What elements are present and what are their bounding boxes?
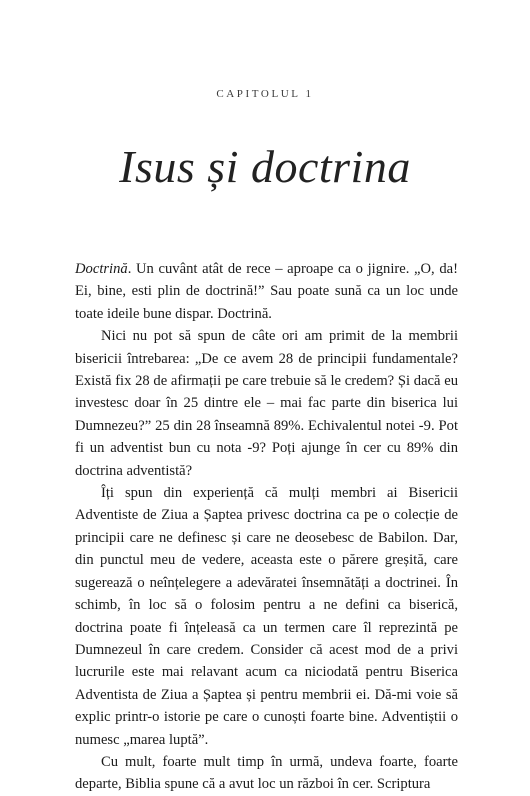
paragraph-1-text: . Un cuvânt atât de rece – aproape ca o jignire. „O, da! Ei, bine, esti plin de doctrină!” Sau poate sună ca un loc unde toate ideile bune dispar. Doctrină. — [75, 261, 458, 322]
paragraph-4: Cu mult, foarte mult timp în urmă, undeva foarte, foarte departe, Biblia spune că a avut loc un război în cer. Scriptura — [75, 753, 458, 793]
chapter-body — [75, 258, 458, 796]
chapter-label: CAPITOLUL 1 — [216, 88, 314, 100]
paragraph-3: Îți spun din experiență că mulți membri ai Bisericii Adventiste de Ziua a Șaptea privesc doctrina ca pe o colecție de principii care ne definesc și care ne deosebesc de Babilon. Dar, din punctul meu de vedere, aceasta este o părere greșită, care sugerează o neînțelegere a adevăratei însemnătăți a doctrinei. În schimb, în loc să o folosim pentru a ne defini ca biserică, doctrina poate fi înțeleasă ca un termen care îl reprezintă pe Dumnezeul în care credem. Consider că acest mod de a privi lucrurile este mai relavant acum ca niciodată pentru Biserica Adventista de Ziua a Șaptea și pentru membrii ei. Dă-mi voie să explic printr-o istorie pe care o cunoști foarte bine. Adventiștii o numesc „marea luptă”. — [75, 485, 458, 748]
paragraph-1 — [75, 258, 458, 325]
chapter-title: Isus și doctrina — [119, 141, 411, 192]
paragraph-1-term: Doctrină — [75, 261, 128, 277]
paragraph-2: Nici nu pot să spun de câte ori am primit de la membrii bisericii întrebarea: „De ce avem 28 de principii fundamentale? Există fix 28 de afirmații pe care trebuie să le credem? Și dacă eu investesc doar în 25 dintre ele – mai fac parte din biserica lui Dumnezeu?” 25 din 28 înseamnă 89%. Echivalentul notei -9. Pot fi un adventist bun cu nota -9? Poți ajunge în cer cu 89% din doctrina adventistă? — [75, 328, 458, 479]
